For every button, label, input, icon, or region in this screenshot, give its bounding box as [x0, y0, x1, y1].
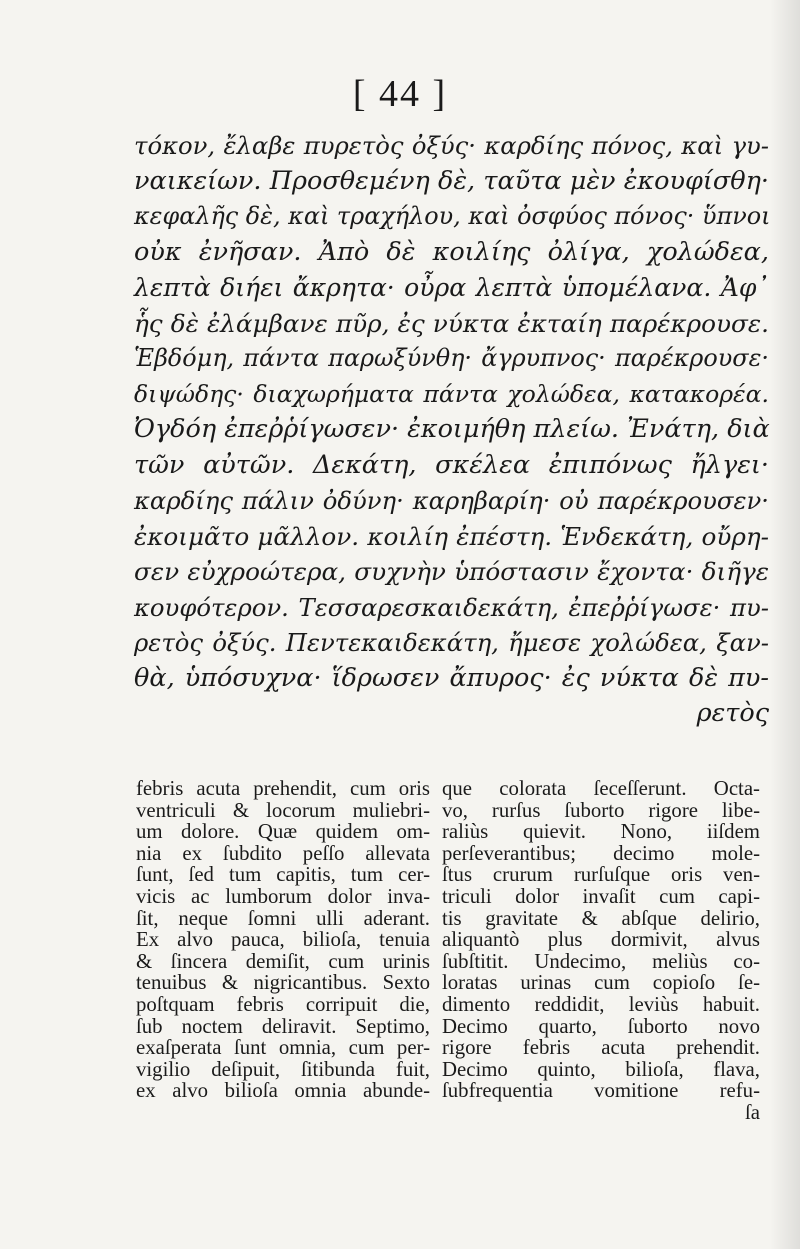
latin-line: ſit, neque ſomni ulli aderant.	[136, 906, 430, 930]
latin-catchword: ſa	[744, 1100, 760, 1124]
latin-line: raliùs quievit. Nono, iiſdem	[442, 820, 760, 844]
latin-column-left	[136, 778, 430, 1102]
greek-line: τόκον, ἔλαβε πυρετὸς ὀξύς· καρδίης πόνος, καὶ γυ-	[134, 131, 769, 160]
latin-column-right	[442, 778, 760, 1124]
greek-line: Ὀγδόη ἐπεῤῥίγωσεν· ἐκοιμήθη πλείω. Ἐνάτη, διὰ	[134, 414, 770, 444]
latin-line: ſtus crurum rurſuſque oris ven-	[442, 863, 760, 887]
greek-line: θὰ, ὑπόσυχνα· ἵδρωσεν ἄπυρος· ἐς νύκτα δὲ πυ-	[134, 662, 769, 693]
greek-line: λεπτὰ διήει ἄκρητα· οὖρα λεπτὰ ὑπομέλανα. Ἀφ᾽	[134, 273, 769, 302]
latin-line: loratas urinas cum copioſo ſe-	[442, 971, 760, 995]
page-number: [ 44 ]	[352, 73, 448, 115]
latin-line: nia ex ſubdito peſſo allevata	[136, 841, 430, 865]
latin-line: triculi dolor invaſit cum capi-	[442, 884, 760, 908]
greek-line: κεφαλῆς δὲ, καὶ τραχήλου, καὶ ὀσφύος πόνος· ὕπνοι	[134, 202, 771, 230]
greek-line: ναικείων. Προσθεμένη δὲ, ταῦτα μὲν ἐκουφίσθη·	[134, 165, 769, 196]
latin-line: vicis ac lumborum dolor inva-	[136, 884, 430, 908]
greek-line: ρετὸς ὀξύς. Πεντεκαιδεκάτη, ἤμεσε χολώδεα, ξαν-	[134, 628, 769, 657]
latin-line: vo, rurſus ſuborto rigore libe-	[442, 798, 760, 822]
latin-line: tis gravitate & abſque delirio,	[442, 906, 760, 930]
latin-line: ſunt, ſed tum capitis, tum cer-	[136, 863, 430, 887]
latin-line: & ſincera demiſit, cum urinis	[136, 949, 430, 973]
latin-line: dimento reddidit, leviùs habuit.	[442, 992, 760, 1016]
latin-line: aliquantò plus dormivit, alvus	[442, 928, 760, 952]
latin-line: Decimo quinto, bilioſa, flava,	[442, 1057, 760, 1081]
greek-line: κουφότερον. Τεσσαρεσκαιδεκάτη, ἐπεῤῥίγωσε· πυ-	[134, 592, 769, 622]
latin-line: ſubfrequentia vomitione refu-	[442, 1079, 760, 1103]
latin-line: ventriculi & locorum muliebri-	[136, 798, 430, 822]
greek-line: καρδίης πάλιν ὀδύνη· καρηβαρίη· οὐ παρέκρουσεν·	[134, 486, 769, 515]
latin-line: Ex alvo pauca, bilioſa, tenuia	[136, 928, 430, 952]
latin-line: rigore febris acuta prehendit.	[442, 1036, 760, 1060]
greek-line: οὐκ ἐνῆσαν. Ἀπὸ δὲ κοιλίης ὀλίγα, χολώδεα,	[134, 236, 769, 267]
greek-text-block	[134, 128, 774, 732]
latin-line: tenuibus & nigricantibus. Sexto	[136, 971, 430, 995]
latin-line: ſubſtitit. Undecimo, meliùs co-	[442, 949, 760, 973]
latin-line: um dolore. Quæ quidem om-	[136, 820, 430, 844]
greek-line: σεν εὐχροώτερα, συχνὴν ὑπόστασιν ἔχοντα· διῆγε	[134, 557, 769, 586]
greek-line: ἧς δὲ ἐλάμβανε πῦρ, ἐς νύκτα ἐκταίη παρέκρουσε.	[134, 308, 769, 338]
greek-line: τῶν αὐτῶν. Δεκάτη, σκέλεα ἐπιπόνως ἤλγει·	[134, 449, 769, 480]
greek-line: Ἑβδόμη, πάντα παρωξύνθη· ἄγρυπνος· παρέκρουσε·	[134, 344, 769, 372]
latin-line: vigilio deſipuit, ſitibunda fuit,	[136, 1057, 430, 1081]
latin-line: que colorata ſeceſſerunt. Octa-	[442, 777, 760, 800]
latin-line: ex alvo bilioſa omnia abunde-	[136, 1079, 430, 1103]
latin-line: Decimo quarto, ſuborto novo	[442, 1014, 760, 1038]
greek-line: διψώδης· διαχωρήματα πάντα χολώδεα, κατακορέα.	[134, 379, 769, 408]
latin-line: poſtquam febris corripuit die,	[136, 992, 430, 1016]
latin-line: exaſperata ſunt omnia, cum per-	[136, 1036, 430, 1060]
latin-line: febris acuta prehendit, cum oris	[136, 777, 430, 800]
greek-line: ἐκοιμᾶτο μᾶλλον. κοιλίη ἐπέστη. Ἑνδεκάτη, οὔρη-	[134, 521, 769, 551]
latin-line: perſeverantibus; decimo mole-	[442, 841, 760, 865]
greek-catchword: ρετὸς	[696, 698, 769, 728]
latin-line: ſub noctem deliravit. Septimo,	[136, 1014, 430, 1038]
